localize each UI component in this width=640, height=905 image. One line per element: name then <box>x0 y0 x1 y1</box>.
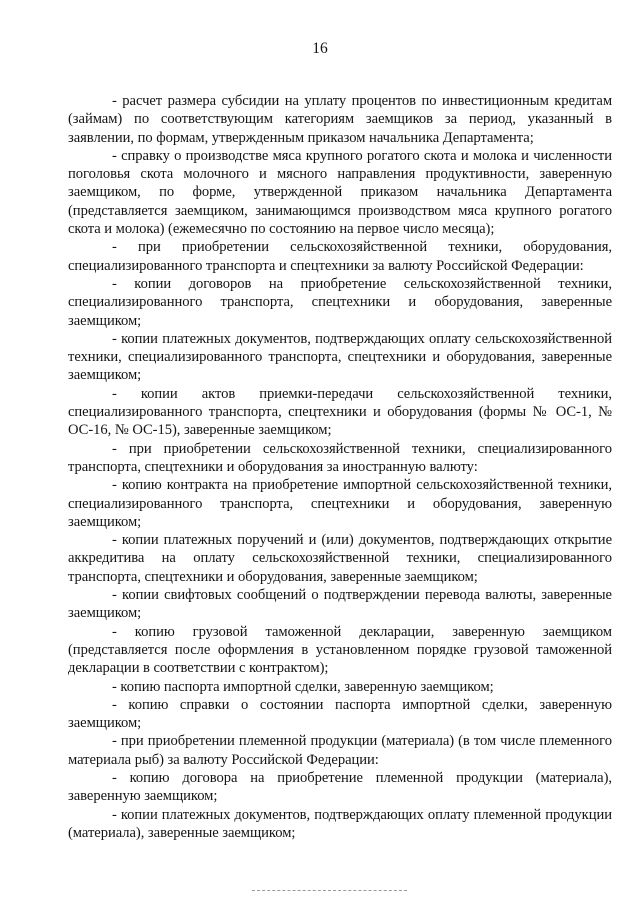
list-item: - при приобретении сельскохозяйственной техники, оборудования, специализированного транспорта и спецтехники за валюту Российской Федерации: <box>68 239 612 274</box>
list-item: - копии свифтовых сообщений о подтверждении перевода валюты, заверенные заемщиком; <box>68 587 612 622</box>
list-item: - копию договора на приобретение племенной продукции (материала), заверенную заемщиком; <box>68 769 612 805</box>
list-item: - справку о производстве мяса крупного рогатого скота и молока и численности поголовья скота молочного и мясного направления продуктивности, заверенную заемщиком, по форме, утвержденной приказом начальника Департамента (представляется заемщиком, занимающимся производством мяса крупного рогатого скота и молока) (ежемесячно по состоянию на первое число месяца); <box>68 147 612 238</box>
list-item: - копию паспорта импортной сделки, заверенную заемщиком; <box>112 678 494 695</box>
list-item: - копии договоров на приобретение сельскохозяйственной техники, специализированного транспорта, спецтехники и оборудования, заверенные заемщиком; <box>68 275 612 329</box>
list-item: - копии платежных документов, подтверждающих оплату сельскохозяйственной техники, специализированного транспорта, спецтехники и оборудования, заверенные заемщиком; <box>68 330 612 384</box>
list-item: - копию контракта на приобретение импортной сельскохозяйственной техники, специализированного транспорта, спецтехники и оборудования, заверенную заемщиком; <box>68 477 612 530</box>
list-item: - при приобретении сельскохозяйственной техники, специализированного транспорта, спецтехники и оборудования за иностранную валюту: <box>68 440 612 475</box>
list-item: - копию грузовой таможенной декларации, заверенную заемщиком (представляется после оформления в установленном порядке грузовой таможенной декларации в соответствии с контрактом); <box>68 623 612 677</box>
list-item: - копии платежных поручений и (или) документов, подтверждающих открытие аккредитива на оплату сельскохозяйственной техники, специализированного транспорта, спецтехники и оборудования, заверенные заемщиком; <box>68 532 612 585</box>
list-item: - копию справки о состоянии паспорта импортной сделки, заверенную заемщиком; <box>68 696 612 732</box>
list-item: - расчет размера субсидии на уплату процентов по инвестиционным кредитам (займам) по соответствующим категориям заемщиков за период, указанный в заявлении, по формам, утвержденным приказом начальника Департамента; <box>68 93 612 146</box>
document-body <box>68 92 612 842</box>
page-number: 16 <box>312 40 328 57</box>
list-item: - копии платежных документов, подтверждающих оплату племенной продукции (материала), заверенные заемщиком; <box>68 806 612 841</box>
list-item: - копии актов приемки-передачи сельскохозяйственной техники, специализированного транспорта, спецтехники и оборудования (формы № ОС-1, № ОС-16, № ОС-15), заверенные заемщиком; <box>68 385 612 439</box>
list-item: - при приобретении племенной продукции (материала) (в том числе племенного материала рыб) за валюту Российской Федерации: <box>68 733 612 768</box>
footer-divider <box>252 890 407 891</box>
